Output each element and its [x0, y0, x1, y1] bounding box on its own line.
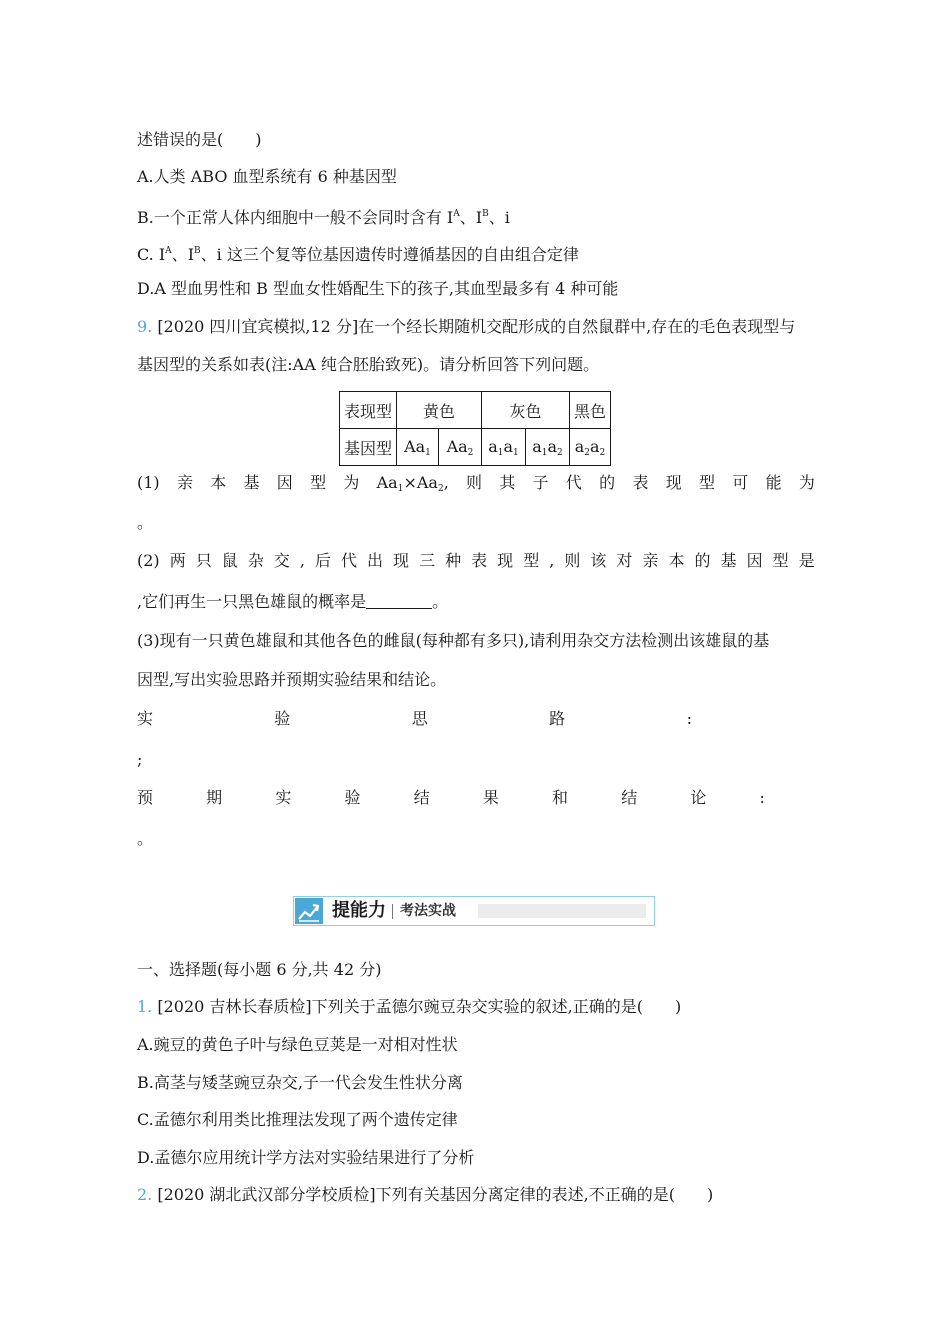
table-header-phenotype: 表现型 [340, 392, 397, 429]
q9-part2-line2: ,它们再生一只黑色雄鼠的概率是 。 [137, 592, 449, 611]
answer-blank[interactable] [366, 594, 432, 609]
genotype-cell: $a_1a_1$ [482, 429, 526, 466]
q9-part3-line2: 因型,写出实验思路并预期实验结果和结论。 [137, 670, 447, 689]
q9-number: 9. [137, 317, 153, 336]
section-heading: 一、选择题(每小题 6 分,共 42 分) [137, 960, 382, 979]
q8-stem-tail: 述错误的是( ) [137, 130, 262, 149]
q2-number: 2. [137, 1185, 153, 1204]
experiment-idea-row: 实 验 思 路 : [137, 709, 692, 728]
q1-option-a: A.豌豆的黄色子叶与绿色豆荚是一对相对性状 [137, 1035, 458, 1054]
expected-result-end: 。 [137, 829, 154, 848]
banner-subtitle: 考法实战 [400, 903, 456, 919]
q9-part3-line1: (3)现有一只黄色雄鼠和其他各色的雌鼠(每种都有多只),请利用杂交方法检测出该雄鼠的基 [137, 631, 770, 650]
q9-part1: (1) 亲 本 基 因 型 为 $Aa_1\times Aa_2$, 则 其 子 代 的 表 现 型 可 能 为 [137, 473, 815, 494]
q9-line1: 9. [2020 四川宜宾模拟,12 分]在一个经长期随机交配形成的自然鼠群中,存在的毛色表现型与 [137, 317, 796, 336]
q8-option-d: D.A 型血男性和 B 型血女性婚配生下的孩子,其血型最多有 4 种可能 [137, 279, 619, 298]
q1-stem: 1. [2020 吉林长春质检]下列关于孟德尔豌豆杂交实验的叙述,正确的是( ) [137, 997, 682, 1016]
section-banner [293, 896, 655, 926]
phenotype-black: 黑色 [570, 392, 611, 429]
phenotype-gray: 灰色 [482, 392, 570, 429]
expected-result-row: 预 期 实 验 结 果 和 结 论 : [137, 788, 765, 807]
chart-arrow-icon [295, 898, 323, 924]
q8-option-c: C. $I^A$、$I^B$、i 这三个复等位基因遗传时遵循基因的自由组合定律 [137, 245, 579, 264]
genotype-cell: $Aa_1$ [397, 429, 439, 466]
q1-option-c: C.孟德尔利用类比推理法发现了两个遗传定律 [137, 1110, 458, 1129]
genotype-cell: $a_1a_2$ [526, 429, 570, 466]
genotype-cell: $Aa_2$ [439, 429, 482, 466]
q9-part2: (2) 两 只 鼠 杂 交 , 后 代 出 现 三 种 表 现 型 , 则 该 对 亲 本 的 基 因 型 是 [137, 551, 815, 570]
q1-option-b: B.高茎与矮茎豌豆杂交,子一代会发生性状分离 [137, 1073, 463, 1092]
phenotype-yellow: 黄色 [397, 392, 482, 429]
table-header-genotype: 基因型 [340, 429, 397, 466]
experiment-idea-end: ; [137, 750, 143, 769]
genotype-cell: $a_2a_2$ [570, 429, 611, 466]
q9-line2: 基因型的关系如表(注:AA 纯合胚胎致死)。请分析回答下列问题。 [137, 355, 600, 374]
q1-option-d: D.孟德尔应用统计学方法对实验结果进行了分析 [137, 1148, 475, 1167]
q8-option-b: B.一个正常人体内细胞中一般不会同时含有 $I^A$、$I^B$、i [137, 208, 510, 227]
banner-title: 提能力 [332, 900, 386, 921]
q1-number: 1. [137, 997, 153, 1016]
q2-stem: 2. [2020 湖北武汉部分学校质检]下列有关基因分离定律的表述,不正确的是( ) [137, 1185, 714, 1204]
banner-divider [392, 904, 393, 919]
q8-option-a: A.人类 ABO 血型系统有 6 种基因型 [137, 167, 397, 186]
genotype-table [339, 391, 611, 466]
banner-decor-bar [478, 904, 646, 918]
q9-part1-end: 。 [137, 513, 154, 532]
